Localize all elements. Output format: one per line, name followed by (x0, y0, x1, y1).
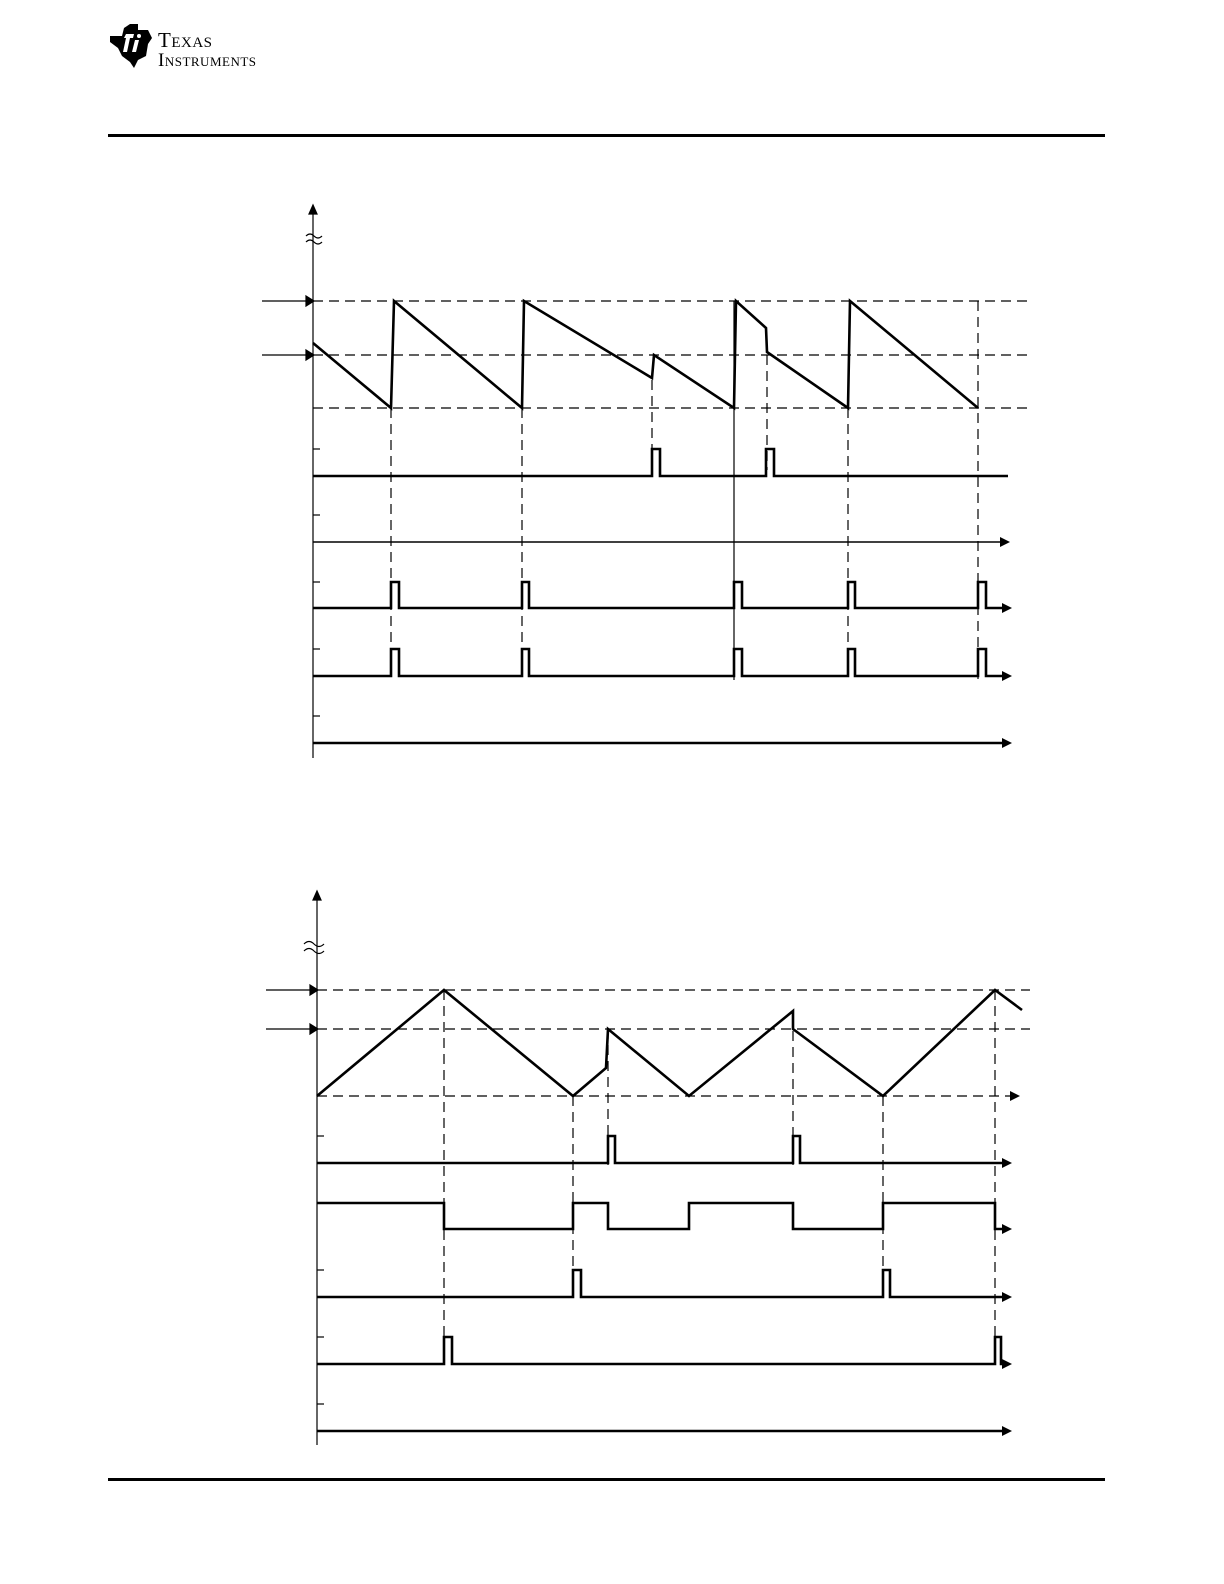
pulse-trace-2 (313, 582, 1002, 608)
event-markers (444, 990, 995, 1365)
company-name-line2: Instruments (158, 50, 257, 71)
company-name-line1: Texas (158, 28, 213, 52)
pulse-trace-1 (313, 449, 1008, 476)
vertical-axis-arrow (309, 205, 317, 214)
axis-break-mark (306, 240, 322, 244)
ti-state-logo-icon (108, 22, 160, 70)
pulse-trace-3 (313, 649, 1002, 676)
sawtooth-timing-diagram (0, 195, 1224, 765)
state-trace (317, 1203, 1004, 1229)
footer-rule (108, 1478, 1105, 1481)
triangle-timing-diagram (0, 880, 1224, 1450)
axis-break-mark (304, 949, 324, 954)
triangle-waveform (317, 990, 1022, 1096)
pulse-trace-1 (317, 1136, 1004, 1163)
header-rule (108, 134, 1105, 137)
pulse-trace-3 (317, 1337, 1004, 1364)
pulse-trace-2 (317, 1270, 1004, 1297)
axis-break-mark (304, 942, 324, 947)
axis-break-mark (306, 234, 322, 238)
event-markers (391, 301, 978, 680)
vertical-axis-arrow (313, 891, 321, 900)
